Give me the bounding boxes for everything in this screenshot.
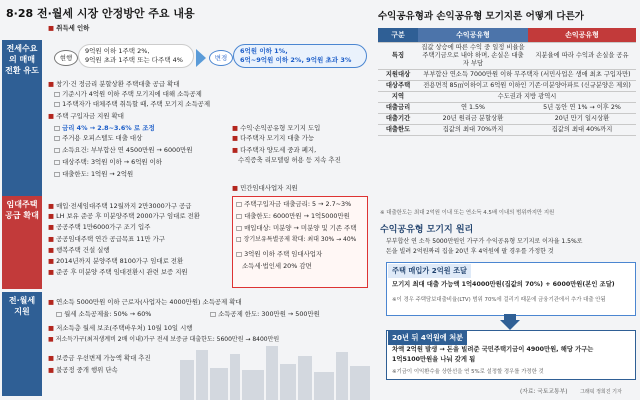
- s3-item-0: ■ 연소득 5000만원 이하 근로자(사업자는 4000만원) 소득공제 확대: [48, 298, 242, 306]
- s1-side-3: 수직증축 리모델링 허용 등 지속 추진: [238, 156, 341, 164]
- table-row: 대상주택 전용면적 85㎡이하이고 6억원 이하인 기존·미분양아파트 (신규분양은 제외): [378, 81, 636, 92]
- s3-item-1: □ 월세 소득공제율: 50% → 60%: [56, 310, 152, 318]
- purchase-box-body: 모기지 최대 대출 가능액 1억4000만원(집값의 70%) + 6000만원(본인 조달): [392, 281, 615, 288]
- skyline-illustration: [0, 340, 372, 400]
- s3-item-3: ■ 저소득층 월세 보조(주택바우처) 10월 10일 시행: [48, 324, 193, 332]
- s1-item-5: □ 주거용 오피스텔도 대출 대상: [54, 134, 143, 142]
- section-label-rental-supply: 임대주택 공급 확대: [2, 196, 42, 289]
- private-heading: ■ 민간임대사업자 지원: [232, 184, 298, 192]
- change-label: 변경: [209, 50, 233, 66]
- current-rate-box: [78, 44, 194, 68]
- sale-box-body-2: 1억5100만원을 나눠 갖게 됨: [392, 356, 476, 363]
- graphic-credit: 그래픽 정희진 기자: [580, 389, 622, 395]
- source-label: (자료: 국토교통부): [520, 389, 568, 395]
- principle-desc-1: 부부합산 연 소득 5000만원인 가구가 수익공유형 모기지로 이자율 1.5%로: [386, 238, 583, 245]
- s3-item-5: ■ 보증금 우선변제 가능액 확대 추진: [48, 354, 151, 362]
- purchase-box-head: 주택 매입가 2억원 조달: [388, 264, 471, 278]
- table-row: 대출기간 20년 원리금 분할상환 20년 만기 일시상환: [378, 114, 636, 125]
- s1-item-2: □ 1주택자가 대체주택 취득할 때, 주택 모기지 소득공제: [54, 100, 211, 108]
- s1-item-1: □ 기준시가 4억원 이하 주택 모기지에 대해 소득공제: [54, 90, 202, 98]
- current-line-1: 9억원 이하 1주택 2%,: [85, 47, 150, 55]
- th-category: 구분: [378, 28, 418, 43]
- s1-item-3: ■ 주택 구입자금 지원 확대: [48, 112, 124, 120]
- s3-item-2: □ 소득공제 한도: 300만원 → 500만원: [210, 310, 320, 318]
- table-row: 특징 집값 상승에 따른 수익 중 일정 비율을 주택기금으로 내야 하며, 손실은 대출자 부담 지분율에 따라 수익과 손실을 공유: [378, 43, 636, 70]
- sale-box-body-1: 차액 2억원 발생 → 돈을 빌려준 국민주택기금이 4900만원, 해당 가구는: [392, 346, 594, 353]
- comparison-table: [378, 28, 636, 136]
- change-line-2: 6억~9억원 이하 2%, 9억원 초과 3%: [240, 56, 352, 64]
- s1-side-1: ■ 다주택자 모기지 대출 가능: [232, 134, 315, 142]
- table-row: 대출한도 집값의 최대 70%까지 집값의 최대 40%까지: [378, 125, 636, 136]
- s3-item-4: ■ 저소득가구(최저생계비 2배 이내)가구 전세 보증금 대출한도: 5600만원 → 8400만원: [48, 336, 280, 343]
- sale-box-head: 20년 뒤 4억원에 처분: [388, 331, 467, 345]
- s3-item-6: ■ 불공정 중개 행위 단속: [48, 366, 118, 374]
- right-title: 수익공유형과 손익공유형 모기지론 어떻게 다른가: [378, 11, 584, 22]
- table-note: ※ 대출한도는 최대 2억원 이내 또는 연소득 4.5배 이내의 범위까지만 지원: [380, 210, 555, 216]
- s2-item-5: ■ 2014년까지 분양주택 8100가구 임대로 전환: [48, 257, 184, 265]
- s2-item-3: ■ 공공임대주택 연간 공급목표 11만 가구: [48, 235, 165, 243]
- s1-item-7: □ 대상주택: 3억원 이하 → 6억원 이하: [54, 158, 162, 166]
- left-title: 8·28 전·월세 시장 안정방안 주요 내용: [6, 7, 195, 20]
- change-line-1: 6억원 이하 1%,: [240, 47, 288, 55]
- s2-item-6: ■ 준공 후 미분양 주택 임대전환시 관련 보증 지원: [48, 268, 188, 276]
- private-item-0: □ 주택구입자금 대출금리: 5 → 2.7~3%: [236, 200, 352, 208]
- s2-item-0: ■ 매입·전세임대주택 12월까지 2만3000가구 공급: [48, 202, 192, 210]
- s2-item-2: ■ 공공주택 1만6000가구 조기 입주: [48, 223, 151, 231]
- s1-side-0: ■ 수익·손익공유형 모기지 도입: [232, 124, 321, 132]
- section-label-rent-support: 전·월세 지원: [2, 292, 42, 396]
- table-row: 지역 수도권과 지방 광역시: [378, 92, 636, 103]
- change-rate-box: [233, 44, 367, 68]
- s1-item-8: □ 대출한도: 1억원 → 2억원: [54, 170, 134, 178]
- th-profit-sharing: 수익공유형: [418, 28, 528, 43]
- s1-side-2: ■ 다주택자 양도세 중과 폐지,: [232, 146, 317, 154]
- arrow-right-icon: [196, 49, 206, 67]
- private-item-1: □ 대출한도: 6000만원 → 1억5000만원: [236, 212, 350, 220]
- current-line-2: 9억원 초과 1주택 또는 다주택 4%: [85, 56, 183, 64]
- private-item-2: □ 매입대상: 미분양 → 미분양 및 기존 주택: [236, 224, 357, 232]
- private-item-3: □ 장기보유특별공제 확대: 최대 30% → 40%: [236, 236, 357, 243]
- current-label: 현행: [54, 50, 78, 66]
- section-label-demand: 전세수요의 매매 전환 유도: [2, 40, 42, 210]
- s1-item-0: ■ 창기·건 정금리 분할상환 주택대출 공급 확대: [48, 80, 180, 88]
- s1-item-4: □ 금리 4% → 2.8~3.6% 로 조정: [54, 124, 155, 132]
- private-item-4: □ 3억원 이하 주택 임대사업자: [236, 250, 323, 258]
- principle-title: 수익공유형 모기지 원리: [380, 225, 474, 235]
- purchase-box-note: ※이 경우 주택담보대출비율(LTV) 범위 70%에 걸리기 때문에 금융기관에서 추가 대출 안됨: [392, 297, 606, 303]
- table-row: 지원대상 부부합산 연소득 7000만원 이하 무주택자 (서민사업은 생애 최초 구입자만): [378, 70, 636, 81]
- s2-item-1: ■ LH 보유 준공 후 미분양주택 2000가구 임대로 전환: [48, 212, 200, 220]
- s2-item-4: ■ 행복주택 건설 실행: [48, 246, 110, 254]
- private-item-5: 소득세·법인세 20% 감면: [242, 262, 312, 270]
- principle-desc-2: 돈을 빌려 2억원짜리 집을 20년 후 4억원에 팔 경우를 가정한 것: [386, 248, 554, 255]
- sale-box-note: ※기금이 이익환수율 상한선을 연 5%로 설정할 경우를 가정한 것: [392, 369, 544, 375]
- table-row: 대출금리 연 1.5% 5년 동안 연 1% → 이후 2%: [378, 103, 636, 114]
- s1-item-6: □ 소득요건: 부부합산 연 4500만원 → 6000만원: [54, 146, 193, 154]
- arrow-down-icon: [500, 314, 520, 330]
- th-loss-sharing: 손익공유형: [528, 28, 636, 43]
- tax-cut-heading: ■ 취득세 인하: [48, 24, 90, 32]
